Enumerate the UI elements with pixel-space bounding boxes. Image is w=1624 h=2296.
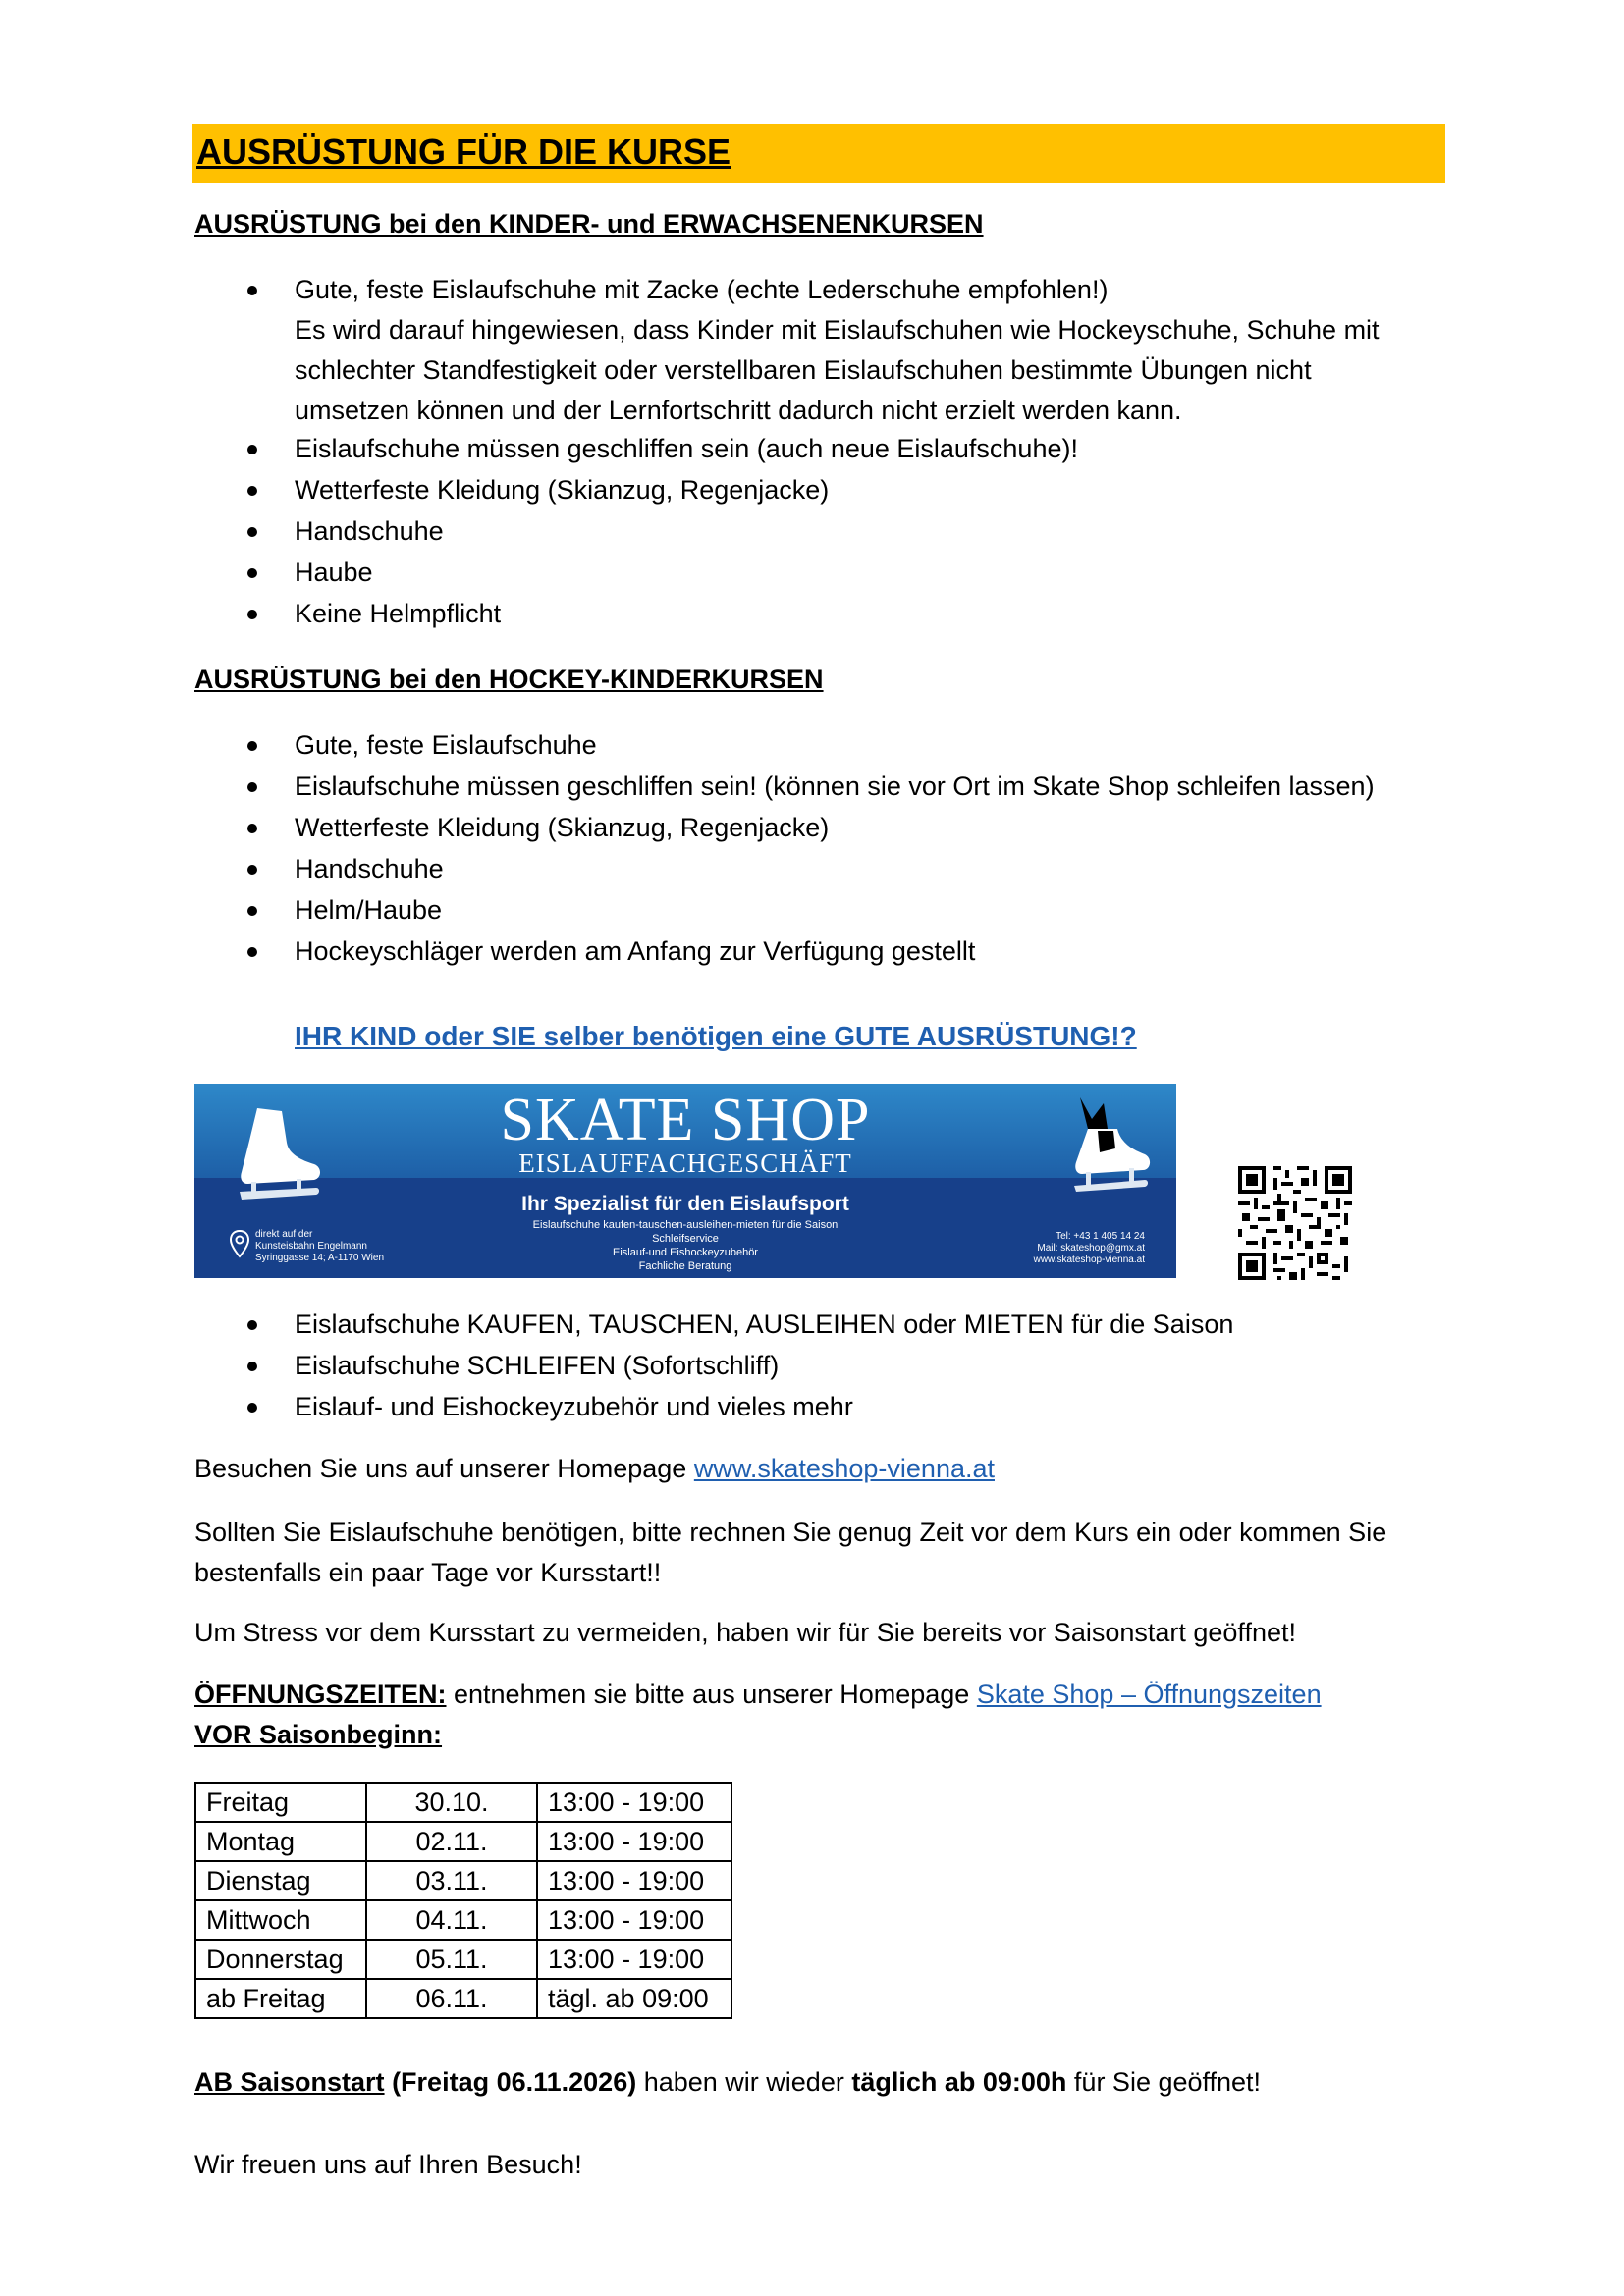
list-item: Wetterfeste Kleidung (Skianzug, Regenjacke)	[295, 813, 830, 842]
list-item-continuation: Es wird darauf hingewiesen, dass Kinder mit Eislaufschuhen wie Hockeyschuhe, Schuhe mit	[295, 315, 1380, 345]
table-row	[195, 1979, 731, 2018]
list-item-continuation: umsetzen können und der Lernfortschritt dadurch nicht erzielt werden kann.	[295, 396, 1182, 425]
banner-title: SKATE SHOP	[500, 1087, 871, 1153]
table-cell: Dienstag	[195, 1861, 366, 1900]
list-item: Eislaufschuhe SCHLEIFEN (Sofortschliff)	[295, 1351, 780, 1380]
banner-location: direkt auf der Kunsteisbahn Engelmann Syringgasse 14; A-1170 Wien	[255, 1229, 385, 1263]
list-item: Handschuhe	[295, 854, 444, 883]
table-cell: 13:00 - 19:00	[537, 1940, 731, 1979]
banner-tagline: Ihr Spezialist für den Eislaufsport	[521, 1193, 849, 1215]
bullet	[247, 1362, 257, 1371]
paragraph: bestenfalls ein paar Tage vor Kursstart!!	[194, 1558, 662, 1587]
bullet	[247, 527, 257, 537]
table-cell: tägl. ab 09:00	[537, 1979, 731, 2018]
season-start-paragraph: AB Saisonstart (Freitag 06.11.2026) haben wir wieder täglich ab 09:00h für Sie geöffnet!	[194, 2067, 1262, 2097]
list-item: Gute, feste Eislaufschuhe mit Zacke (echte Lederschuhe empfohlen!)	[295, 275, 1109, 304]
table-cell: Mittwoch	[195, 1900, 366, 1940]
table-cell: 13:00 - 19:00	[537, 1861, 731, 1900]
hockey-skate-icon	[1058, 1090, 1157, 1211]
opening-hours-intro: ÖFFNUNGSZEITEN: entnehmen sie bitte aus unserer Homepage Skate Shop – Öffnungszeiten	[194, 1680, 1322, 1709]
bullet	[247, 906, 257, 916]
banner-service: Eislauf-und Eishockeyzubehör	[613, 1247, 758, 1258]
bullet	[247, 741, 257, 751]
figure-skate-icon	[228, 1103, 326, 1211]
skate-shop-banner[interactable]	[194, 1084, 1176, 1278]
list-item: Eislaufschuhe KAUFEN, TAUSCHEN, AUSLEIHEN oder MIETEN für die Saison	[295, 1309, 1234, 1339]
qr-code-icon[interactable]	[1238, 1166, 1352, 1280]
bullet	[247, 1320, 257, 1330]
bullet	[247, 865, 257, 875]
bullet	[247, 445, 257, 454]
table-cell: Montag	[195, 1822, 366, 1861]
table-cell: ab Freitag	[195, 1979, 366, 2018]
bullet	[247, 610, 257, 619]
banner-service: Eislaufschuhe kaufen-tauschen-ausleihen-mieten für die Saison	[532, 1219, 839, 1231]
list-item: Wetterfeste Kleidung (Skianzug, Regenjacke)	[295, 475, 830, 505]
homepage-link[interactable]: www.skateshop-vienna.at	[693, 1454, 995, 1483]
closing-line: Wir freuen uns auf Ihren Besuch!	[194, 2150, 582, 2179]
table-cell: 03.11.	[366, 1861, 537, 1900]
bullet	[247, 286, 257, 295]
table-cell: Freitag	[195, 1783, 366, 1822]
table-cell: 04.11.	[366, 1900, 537, 1940]
table-row	[195, 1861, 731, 1900]
paragraph: Sollten Sie Eislaufschuhe benötigen, bitte rechnen Sie genug Zeit vor dem Kurs ein oder kommen Sie	[194, 1518, 1387, 1547]
table-cell: 13:00 - 19:00	[537, 1783, 731, 1822]
table-cell: 13:00 - 19:00	[537, 1900, 731, 1940]
table-cell: 13:00 - 19:00	[537, 1822, 731, 1861]
table-row	[195, 1822, 731, 1861]
table-cell: 06.11.	[366, 1979, 537, 2018]
bullet	[247, 486, 257, 496]
bullet	[247, 568, 257, 578]
banner-service: Schleifservice	[652, 1233, 719, 1245]
section2-heading: AUSRÜSTUNG bei den HOCKEY-KINDERKURSEN	[194, 665, 824, 694]
table-row	[195, 1940, 731, 1979]
location-pin-icon	[228, 1229, 251, 1260]
paragraph: Um Stress vor dem Kursstart zu vermeiden, haben wir für Sie bereits vor Saisonstart geöffnet!	[194, 1618, 1296, 1647]
table-cell: 30.10.	[366, 1783, 537, 1822]
table-cell: 02.11.	[366, 1822, 537, 1861]
page-title: AUSRÜSTUNG FÜR DIE KURSE	[196, 132, 731, 172]
list-item: Hockeyschläger werden am Anfang zur Verfügung gestellt	[295, 936, 976, 966]
table-cell: 05.11.	[366, 1940, 537, 1979]
list-item-continuation: schlechter Standfestigkeit oder verstellbaren Eislaufschuhen bestimmte Übungen nicht	[295, 355, 1312, 385]
list-item: Handschuhe	[295, 516, 444, 546]
bullet	[247, 947, 257, 957]
banner-contact: Tel: +43 1 405 14 24 Mail: skateshop@gmx.at www.skateshop-vienna.at	[1033, 1231, 1145, 1265]
list-item: Eislauf- und Eishockeyzubehör und vieles mehr	[295, 1392, 853, 1421]
opening-hours-table	[194, 1782, 732, 2019]
section1-heading: AUSRÜSTUNG bei den KINDER- und ERWACHSENENKURSEN	[194, 209, 984, 239]
bullet	[247, 824, 257, 833]
list-item: Helm/Haube	[295, 895, 443, 925]
bullet	[247, 1403, 257, 1413]
before-season-label: VOR Saisonbeginn:	[194, 1720, 443, 1749]
banner-subtitle: EISLAUFFACHGESCHÄFT	[518, 1148, 852, 1178]
bullet	[247, 782, 257, 792]
list-item: Haube	[295, 558, 373, 587]
table-row	[195, 1900, 731, 1940]
list-item: Keine Helmpflicht	[295, 599, 502, 628]
opening-hours-link[interactable]: Skate Shop – Öffnungszeiten	[976, 1680, 1322, 1709]
table-row	[195, 1783, 731, 1822]
banner-service: Fachliche Beratung	[638, 1260, 732, 1272]
list-item: Gute, feste Eislaufschuhe	[295, 730, 597, 760]
table-cell: Donnerstag	[195, 1940, 366, 1979]
equipment-call-to-action-link[interactable]: IHR KIND oder SIE selber benötigen eine GUTE AUSRÜSTUNG!?	[295, 1021, 1137, 1051]
list-item: Eislaufschuhe müssen geschliffen sein! (können sie vor Ort im Skate Shop schleifen lassen)	[295, 772, 1375, 801]
list-item: Eislaufschuhe müssen geschliffen sein (auch neue Eislaufschuhe)!	[295, 434, 1078, 463]
homepage-paragraph: Besuchen Sie uns auf unserer Homepage www.skateshop-vienna.at	[194, 1454, 995, 1483]
